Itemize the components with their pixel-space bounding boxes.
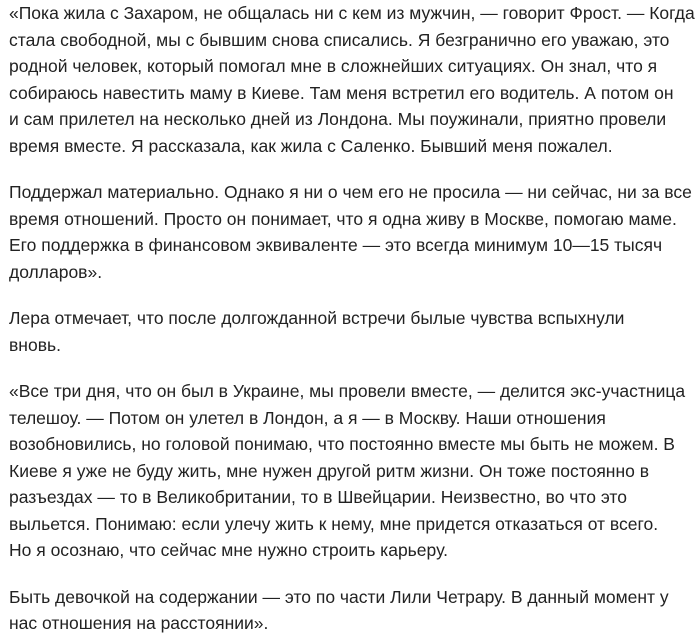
text-line: «Пока жила с Захаром, не общалась ни с кем из мужчин, — говорит Фрост. — Когда xyxy=(9,3,695,23)
text-line: «Все три дня, что он был в Украине, мы провели вместе, — делится экс-участница xyxy=(9,381,686,401)
text-line: выльется. Понимаю: если улечу жить к нему, мне придется отказаться от всего. xyxy=(9,513,659,534)
text-line: стала свободной, мы с бывшим снова списались. Я безгранично его уважаю, это xyxy=(9,29,670,50)
text-line: время вместе. Я рассказала, как жила с Саленко. Бывший меня пожалел. xyxy=(9,135,613,156)
text-line: телешоу. — Потом он улетел в Лондон, а я — в Москву. Наши отношения xyxy=(9,407,606,428)
text-line: Поддержал материально. Однако я ни о чем его не просила — ни сейчас, ни за все xyxy=(9,182,692,202)
text-line: время отношений. Просто он понимает, что я одна живу в Москве, помогаю маме. xyxy=(9,208,677,229)
text-line: Киеве я уже не буду жить, мне нужен другой ритм жизни. Он тоже постоянно в xyxy=(9,460,650,481)
text-line: вновь. xyxy=(9,334,61,355)
paragraph xyxy=(9,0,699,159)
paragraph xyxy=(9,378,699,564)
text-line: возобновились, но головой понимаю, что постоянно вместе мы быть не можем. В xyxy=(9,434,675,454)
paragraph xyxy=(9,179,699,285)
text-line: Лера отмечает, что после долгожданной встречи былые чувства вспыхнули xyxy=(9,308,625,328)
text-line: разъездах — то в Великобритании, то в Швейцарии. Неизвестно, во что это xyxy=(9,487,627,507)
text-line: родной человек, который помогал мне в сложнейших ситуациях. Он знал, что я xyxy=(9,56,658,76)
text-line: собираюсь навестить маму в Киеве. Там меня встретил его водитель. А потом он xyxy=(9,82,674,103)
paragraph xyxy=(9,305,699,358)
text-line: Его поддержка в финансовом эквиваленте — это всегда минимум 10—15 тысяч xyxy=(9,235,663,255)
text-line: и сам прилетел на несколько дней из Лондона. Мы поужинали, приятно провели xyxy=(9,109,667,129)
paragraph xyxy=(9,584,699,637)
text-line: Но я осознаю, что сейчас мне нужно строить карьеру. xyxy=(9,540,448,560)
text-line: нас отношения на расстоянии». xyxy=(9,613,269,633)
text-line: Быть девочкой на содержании — это по части Лили Четрару. В данный момент у xyxy=(9,586,669,607)
text-line: долларов». xyxy=(9,261,103,282)
